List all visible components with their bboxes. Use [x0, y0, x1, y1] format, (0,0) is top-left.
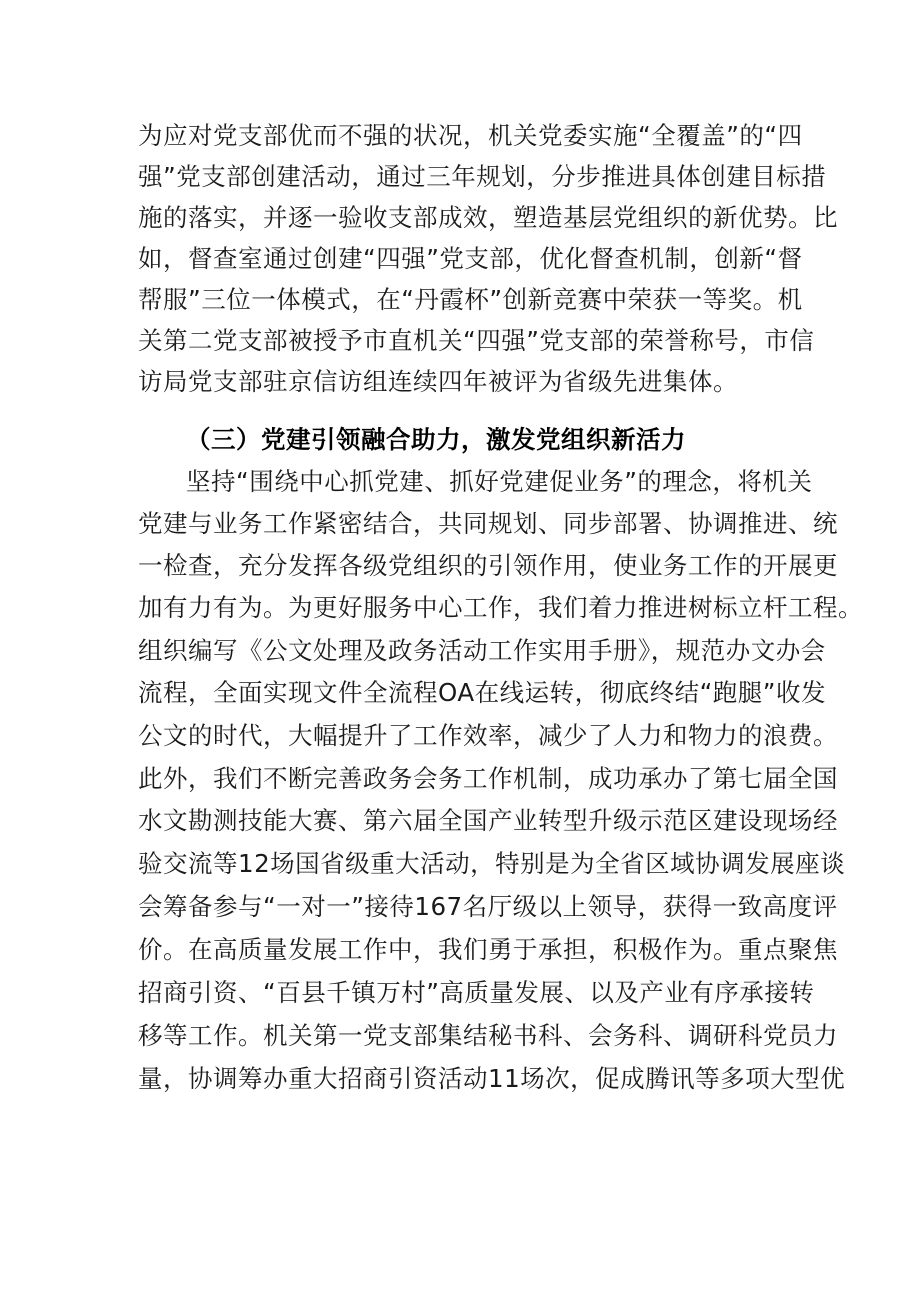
paragraph-2-line-1: 坚持“围绕中心抓党建、抓好党建促业务”的理念，将机关	[186, 467, 813, 496]
paragraph-2-line-14: 移等工作。机关第一党支部集结秘书科、会务科、调研科党员力	[138, 1021, 838, 1050]
paragraph-1-line-1: 为应对党支部优而不强的状况，机关党委实施“全覆盖”的“四	[138, 121, 803, 150]
paragraph-1-line-2: 强”党支部创建活动，通过三年规划，分步推进具体创建目标措	[138, 162, 827, 191]
paragraph-2-line-5: 组织编写《公文处理及政务活动工作实用手册》，规范办文办会	[138, 636, 826, 665]
paragraph-2-line-9: 水文勘测技能大赛、第六届全国产业转型升级示范区建设现场经	[138, 806, 838, 835]
paragraph-1-line-7: 访局党支部驻京信访组连续四年被评为省级先进集体。	[138, 367, 738, 396]
paragraph-1-line-6: 关第二党支部被授予市直机关“四强”党支部的荣誉称号，市信	[138, 326, 815, 355]
section-heading: （三）党建引领融合助力，激发党组织新活力	[186, 425, 686, 454]
paragraph-1-line-5: 帮服”三位一体模式，在“丹霞杯”创新竞赛中荣获一等奖。机	[138, 285, 803, 314]
paragraph-2-line-7: 公文的时代，大幅提升了工作效率，减少了人力和物力的浪费。	[138, 721, 838, 750]
paragraph-2-line-2: 党建与业务工作紧密结合，共同规划、同步部署、协调推进、统	[138, 509, 838, 538]
paragraph-2-line-13: 招商引资、“百县千镇万村”高质量发展、以及产业有序承接转	[138, 978, 815, 1007]
paragraph-1-line-4: 如，督查室通过创建“四强”党支部，优化督查机制，创新“督	[138, 244, 803, 273]
paragraph-2-line-3: 一检查，充分发挥各级党组织的引领作用，使业务工作的开展更	[138, 551, 838, 580]
paragraph-2-line-15: 量，协调筹办重大招商引资活动11场次，促成腾讯等多项大型优	[138, 1064, 846, 1093]
paragraph-2-line-11: 会筹备参与“一对一”接待167名厅级以上领导，获得一致高度评	[138, 892, 838, 921]
paragraph-2-line-12: 价。在高质量发展工作中，我们勇于承担，积极作为。重点聚焦	[138, 935, 838, 964]
paragraph-2-line-8: 此外，我们不断完善政务会务工作机制，成功承办了第七届全国	[138, 764, 838, 793]
paragraph-2-line-6: 流程，全面实现文件全流程OA在线运转，彻底终结“跑腿”收发	[138, 678, 826, 707]
paragraph-1-line-3: 施的落实，并逐一验收支部成效，塑造基层党组织的新优势。比	[138, 203, 838, 232]
paragraph-2-line-4: 加有力有为。为更好服务中心工作，我们着力推进树标立杆工程。	[138, 593, 863, 622]
paragraph-2-line-10: 验交流等12场国省级重大活动，特别是为全省区域协调发展座谈	[138, 849, 846, 878]
